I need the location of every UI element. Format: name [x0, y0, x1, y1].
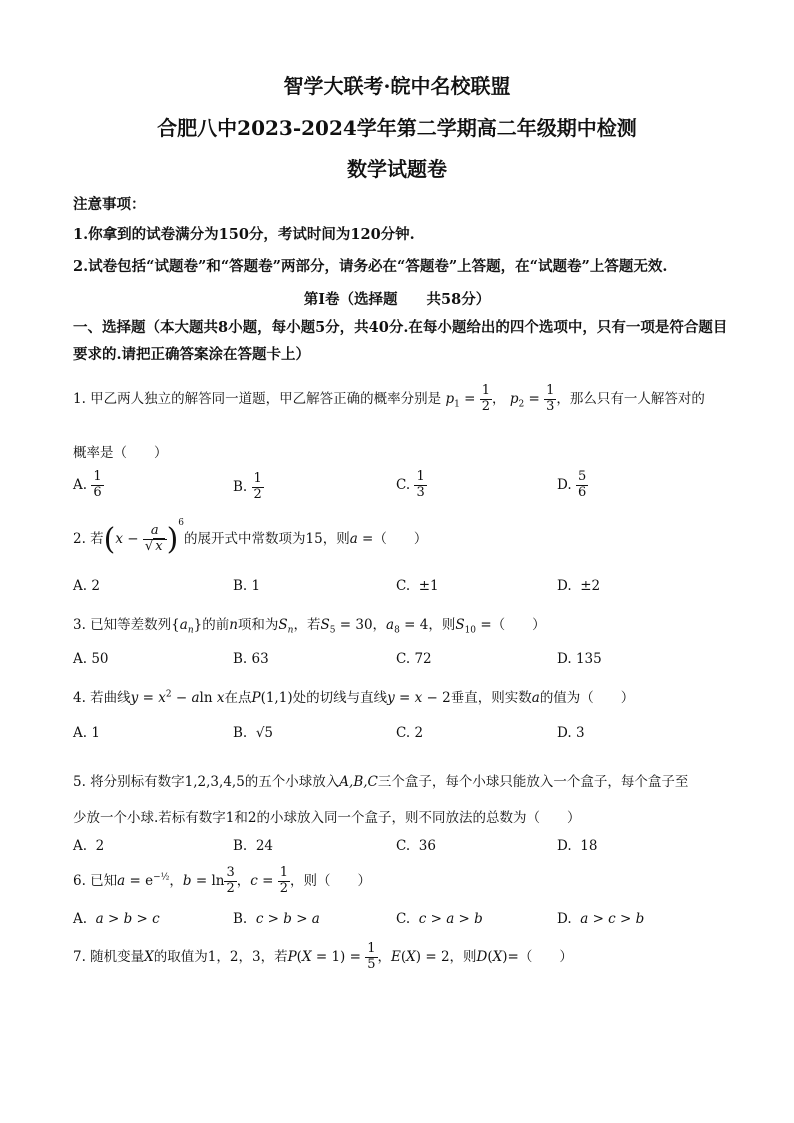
q5-option-c: C. 36	[396, 838, 436, 854]
q5-option-a: A. 2	[73, 838, 105, 854]
header-league-title: 智学大联考·皖中名校联盟	[283, 74, 511, 98]
notice-item-1: 1.你拿到的试卷满分为150分，考试时间为120分钟.	[73, 226, 415, 243]
q1-option-c: C. $\frac{1}{3}$	[396, 469, 425, 500]
q2-option-c: C. ±1	[396, 578, 439, 594]
q4-option-c: C. 2	[396, 725, 424, 741]
q3-option-a: A. 50	[73, 651, 109, 667]
notice-heading: 注意事项：	[73, 196, 146, 213]
q4-option-b: B. √5	[233, 725, 274, 741]
question-6: 6. 已知$a = e^{-\frac{1}{2}}$，b = ln $\frac{3}{2}$ ，c = $\frac{1}{2}$ ，则（ ）	[73, 865, 371, 896]
question-7: 7. 随机变量X的取值为1，2，3，若P(X = 1) = $\frac{1}{5}$ ，E(X) = 2，则D(X)=（ ）	[73, 941, 573, 972]
header-exam-title: 合肥八中2023-2024学年第二学期高二年级期中检测	[157, 116, 637, 140]
question-5: 5. 将分别标有数字1,2,3,4,5的五个小球放入A,B,C三个盒子，每个小球只能放入一个盒子，每个盒子至	[73, 774, 689, 790]
q1-option-b: B. $\frac{1}{2}$	[233, 471, 262, 502]
q2-option-a: A. 2	[73, 578, 100, 594]
header-subject-title: 数学试题卷	[347, 157, 447, 181]
q1-text-b: ，那么只有一人解答对的	[556, 390, 705, 407]
part1-title: 第Ⅰ卷（选择题 共58分）	[303, 291, 491, 308]
q5-option-d: D. 18	[557, 838, 598, 854]
q4-option-a: A. 1	[73, 725, 100, 741]
q6-option-b: B. c > b > a	[233, 911, 320, 927]
q3-option-c: C. 72	[396, 651, 432, 667]
q6-option-c: C. c > a > b	[396, 911, 483, 927]
q2-option-b: B. 1	[233, 578, 261, 594]
q6-option-a: A. a > b > c	[73, 911, 160, 927]
question-1	[73, 384, 705, 415]
q4-option-d: D. 3	[557, 725, 585, 741]
q1-line-2: 概率是（ ）	[73, 445, 168, 461]
notice-item-2: 2.试卷包括“试题卷”和“答题卷”两部分，请务必在“答题卷”上答题，在“试题卷”上答题无效.	[73, 258, 668, 275]
q6-option-d: D. a > c > b	[557, 911, 645, 927]
q3-option-b: B. 63	[233, 651, 269, 667]
question-3: 3. 已知等差数列$\{a_n\}$的前n项和为$S_n$，若$S_5 = 30$，$a_8 = 4$，则$S_{10}$ =（ ）	[73, 617, 546, 636]
q2-binomial: (x − $\frac{a}{√ x}$ )$^6$	[103, 518, 185, 557]
q1-p1: $p_1$ = $\frac{1}{2}$ ， $p_2$ = $\frac{1}{3}$	[445, 383, 555, 414]
q5-option-b: B. 24	[233, 838, 273, 854]
q1-option-a: A. $\frac{1}{6}$	[73, 469, 102, 500]
question-4: 4. 若曲线$y = x^2 - aln$ x在点P(1,1)处的切线与直线y = x − 2垂直，则实数a的值为（ ）	[73, 689, 635, 706]
section1-intro: 一、选择题（本大题共8小题，每小题5分，共40分.在每小题给出的四个选项中，只有一项是符合题目要求的.请把正确答案涂在答题卡上）	[73, 319, 728, 363]
q3-option-d: D. 135	[557, 651, 602, 667]
q1-text-a: 1. 甲乙两人独立的解答同一道题，甲乙解答正确的概率分别是	[73, 390, 442, 407]
q5-line-2: 少放一个小球.若标有数字1和2的小球放入同一个盒子，则不同放法的总数为（ ）	[73, 810, 581, 826]
q2-option-d: D. ±2	[557, 578, 601, 594]
question-2: 2. 若(x − $\frac{a}{√ x}$ )$^6$的展开式中常数项为15，则a =（ ）	[73, 518, 428, 557]
q1-option-d: D. $\frac{5}{6}$	[557, 469, 587, 500]
